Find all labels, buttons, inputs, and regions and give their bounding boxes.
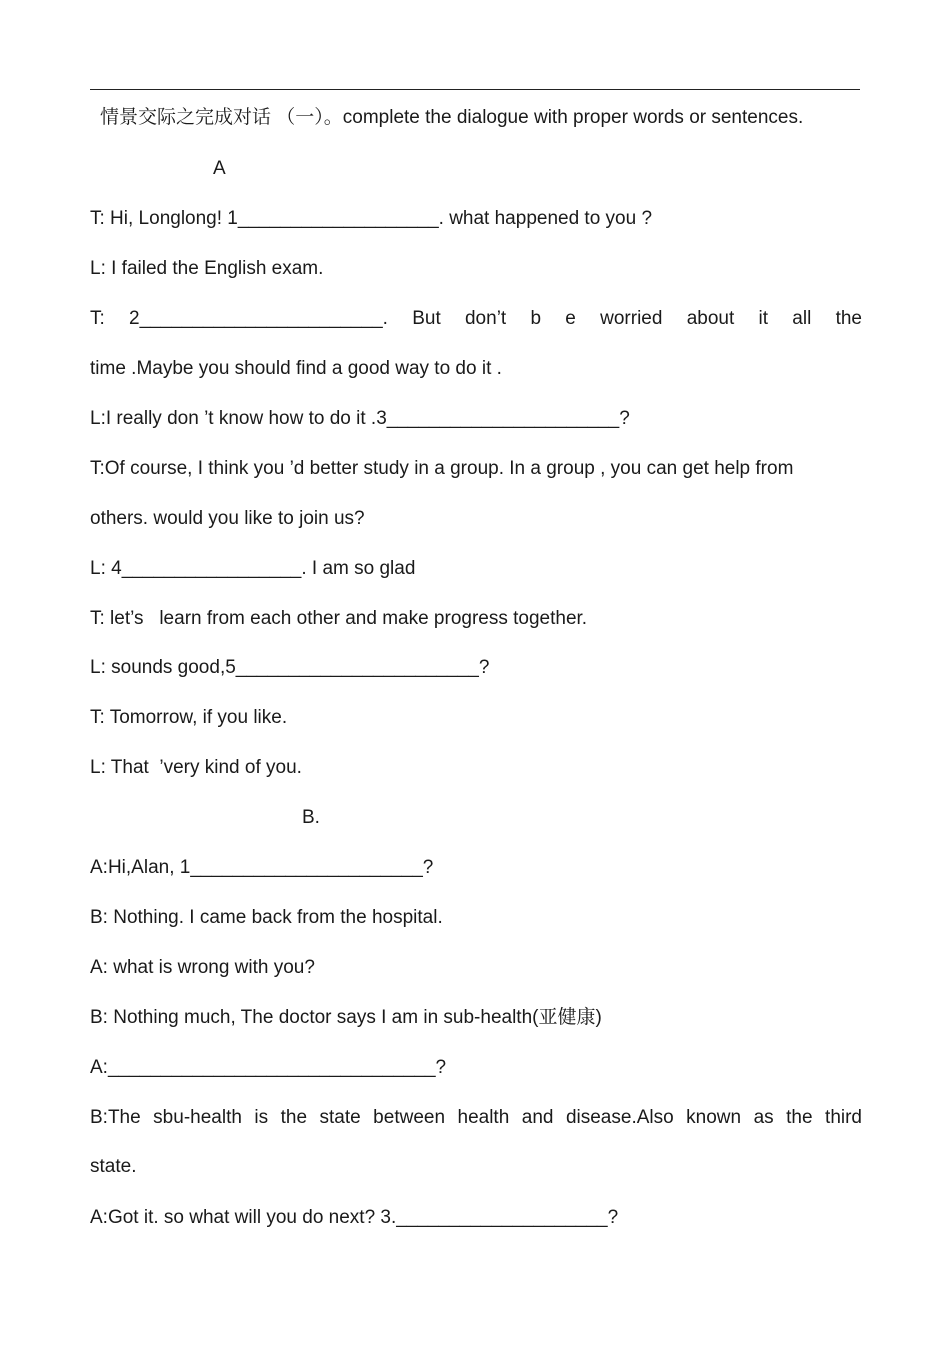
dialogue-line-a6: T:Of course, I think you ’d better study in a group. In a group , you can get help from	[90, 458, 794, 479]
dialogue-line-a7: others. would you like to join us?	[90, 508, 365, 529]
dialogue-line-b7: state.	[90, 1156, 137, 1177]
dialogue-line-a2: L: I failed the English exam.	[90, 258, 324, 279]
dialogue-line-a9: T: let’s learn from each other and make progress together.	[90, 608, 588, 629]
dialogue-line-a1: T: Hi, Longlong! 1___________________. what happened to you ?	[90, 208, 653, 229]
dialogue-line-a11: T: Tomorrow, if you like.	[90, 707, 288, 728]
top-rule	[90, 89, 860, 90]
dialogue-line-a10: L: sounds good,5_______________________?	[90, 657, 490, 678]
dialogue-line-b2: B: Nothing. I came back from the hospital.	[90, 907, 443, 928]
dialogue-line-a3: T: 2_______________________. But don’t b e worried about it all the	[90, 308, 862, 329]
dialogue-line-b6: B:The sbu-health is the state between health and disease.Also known as the third	[90, 1107, 862, 1128]
dialogue-line-b5: A:_______________________________?	[90, 1057, 447, 1078]
dialogue-line-b3: A: what is wrong with you?	[90, 957, 315, 978]
exercise-title: 情景交际之完成对话 （一）。complete the dialogue with proper words or sentences.	[100, 107, 804, 128]
dialogue-line-b8: A:Got it. so what will you do next? 3.____________________?	[90, 1207, 619, 1228]
dialogue-line-a12: L: That ’very kind of you.	[90, 757, 302, 778]
dialogue-line-b4: B: Nothing much, The doctor says I am in sub-health(亚健康)	[90, 1007, 602, 1028]
dialogue-line-a4: time .Maybe you should find a good way to do it .	[90, 358, 502, 379]
dialogue-line-b1: A:Hi,Alan, 1______________________?	[90, 857, 434, 878]
section-a-heading: A	[213, 158, 226, 179]
dialogue-line-a5: L:I really don ’t know how to do it .3______________________?	[90, 408, 630, 429]
dialogue-line-a8: L: 4_________________. I am so glad	[90, 558, 416, 579]
section-b-heading: B.	[302, 807, 320, 828]
